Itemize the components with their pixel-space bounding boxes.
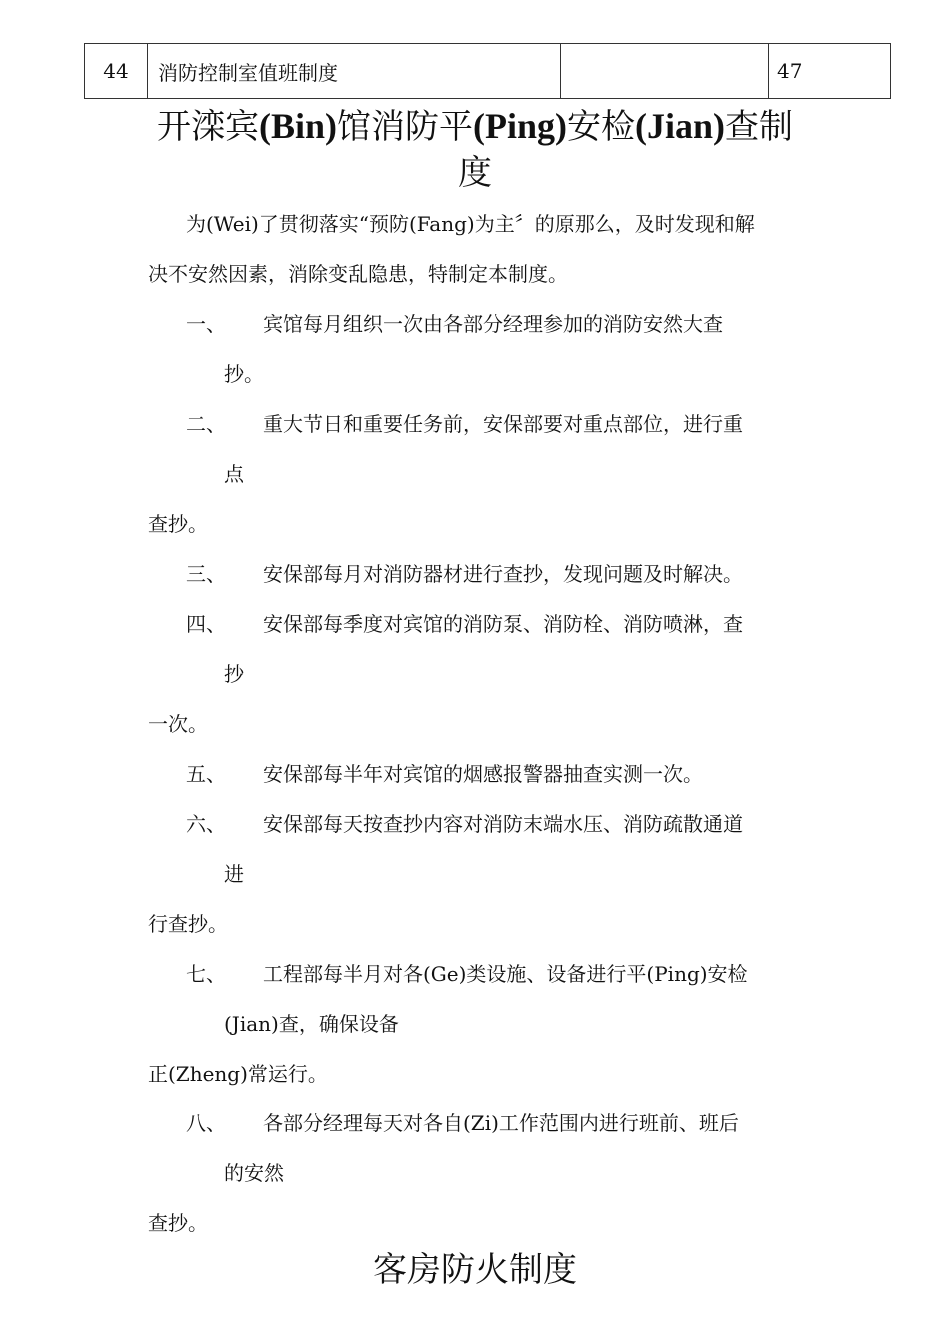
item-1-line-1: 宾馆每月组织一次由各部分经理参加的消防安然大查: [263, 312, 723, 336]
item-6-number: 六、: [186, 812, 226, 836]
item-5-line-1: 安保部每半年对宾馆的烟感报警器抽查实测一次。: [263, 762, 703, 786]
title-line-1: 开滦宾(Bin)馆消防平(Ping)安检(Jian)查制: [156, 106, 793, 147]
item-6-line-1: 安保部每天按查抄内容对消防末端水压、消防疏散通道: [263, 812, 743, 836]
toc-table: [84, 43, 891, 99]
toc-row: [85, 44, 891, 99]
item-7-line-3: 正(Zheng)常运行。: [148, 1062, 328, 1086]
item-8-line-3: 查抄。: [148, 1211, 208, 1235]
title-line-2: 度: [458, 153, 492, 193]
item-7-line-1: 工程部每半月对各(Ge)类设施、设备进行平(Ping)安检: [263, 962, 748, 986]
item-4-number: 四、: [186, 612, 226, 636]
item-8-number: 八、: [186, 1111, 226, 1135]
intro-line-2: 决不安然因素，消除变乱隐患，特制定本制度。: [148, 262, 568, 286]
item-8-line-1: 各部分经理每天对各自(Zi)工作范围内进行班前、班后: [263, 1111, 739, 1135]
item-1-line-2: 抄。: [224, 362, 264, 386]
toc-number: 44: [85, 44, 148, 99]
toc-page-number: 47: [769, 44, 891, 99]
item-4-line-1: 安保部每季度对宾馆的消防泵、消防栓、消防喷淋，查: [263, 612, 743, 636]
item-1-number: 一、: [186, 312, 226, 336]
item-2-number: 二、: [186, 412, 226, 436]
item-2-line-3: 查抄。: [148, 512, 208, 536]
item-2-line-1: 重大节日和重要任务前，安保部要对重点部位，进行重: [263, 412, 743, 436]
item-6-line-2: 进: [224, 862, 244, 886]
item-3-line-1: 安保部每月对消防器材进行查抄，发现问题及时解决。: [263, 562, 743, 586]
item-8-line-2: 的安然: [224, 1161, 284, 1185]
item-7-line-2: (Jian)查，确保设备: [224, 1012, 399, 1036]
intro-line-1: 为(Wei)了贯彻落实“预防(Fang)为主〞的原那么，及时发现和解: [186, 212, 755, 236]
document-title: [140, 103, 810, 196]
item-7-number: 七、: [186, 962, 226, 986]
item-4-line-3: 一次。: [148, 712, 208, 736]
toc-entry-title: 消防控制室值班制度: [148, 44, 561, 99]
next-section-title: 客房防火制度: [373, 1250, 577, 1290]
item-6-line-3: 行查抄。: [148, 912, 228, 936]
item-2-line-2: 点: [224, 462, 244, 486]
item-5-number: 五、: [186, 762, 226, 786]
toc-blank-cell: [561, 44, 769, 99]
item-3-number: 三、: [186, 562, 226, 586]
item-4-line-2: 抄: [224, 662, 244, 686]
